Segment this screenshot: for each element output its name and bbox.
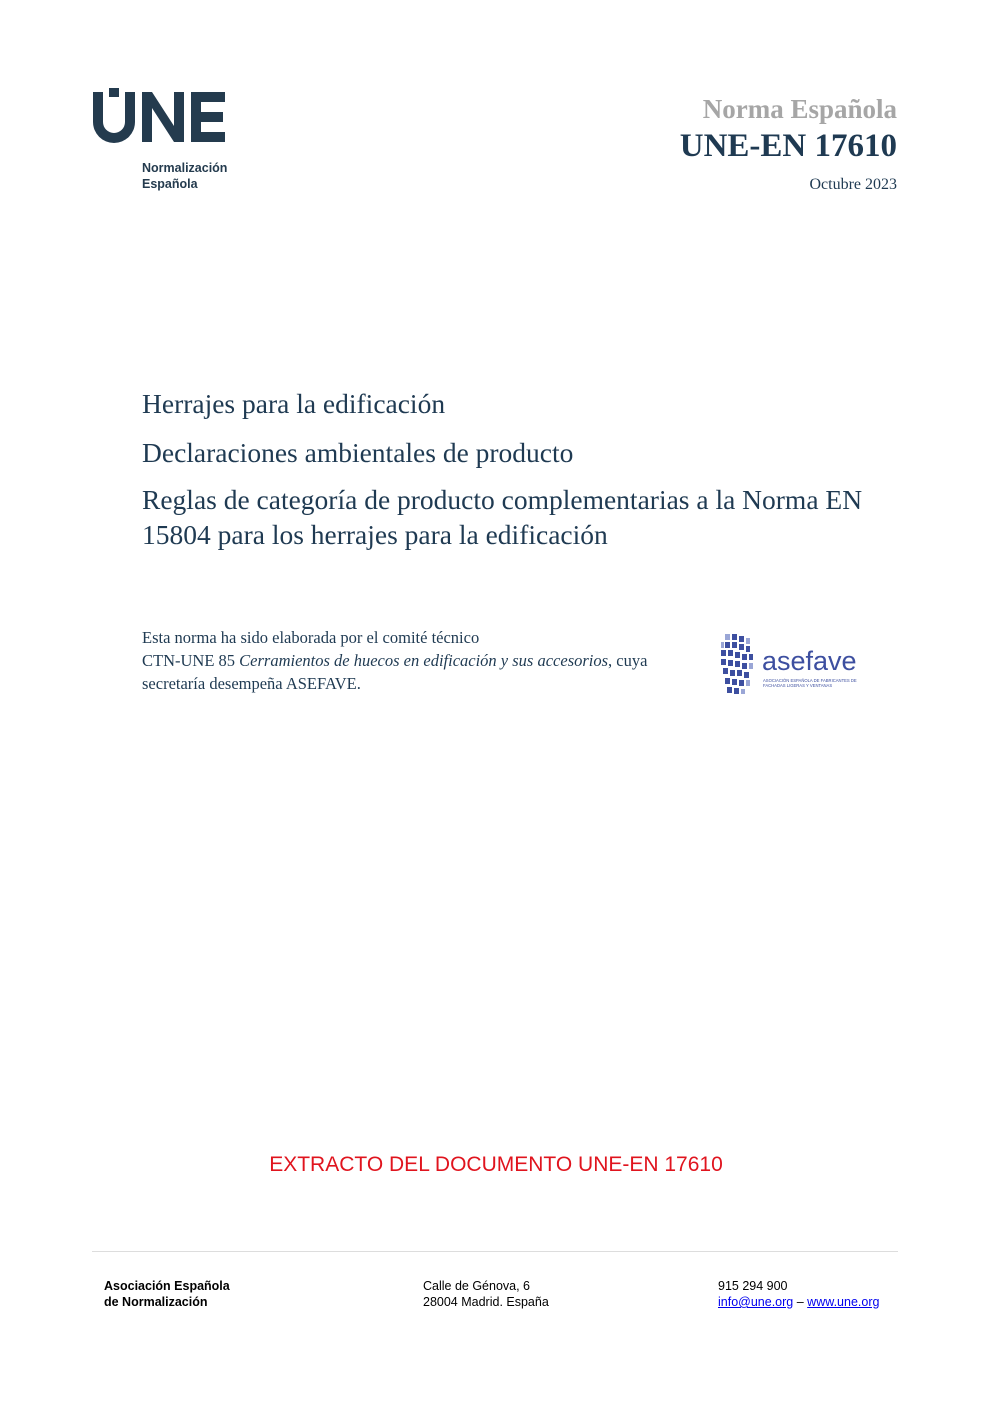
une-logo-mark — [92, 88, 242, 148]
extract-notice: EXTRACTO DEL DOCUMENTO UNE-EN 17610 — [269, 1153, 723, 1176]
asefave-logo — [718, 632, 868, 698]
footer-address-line-2: 28004 Madrid. España — [423, 1295, 549, 1309]
committee-secretariat: , cuya secretaría desempeña ASEFAVE. — [142, 651, 648, 693]
footer-phone: 915 294 900 — [718, 1279, 788, 1293]
asefave-tagline: ASOCIACIÓN ESPAÑOLA DE FABRICANTES DE FACHADAS LIGERAS Y VENTANAS — [763, 678, 857, 688]
website-link[interactable]: www.une.org — [807, 1295, 880, 1309]
email-link[interactable]: info@une.org — [718, 1295, 794, 1309]
asefave-name: asefave — [762, 646, 857, 676]
title-spanish-2: Declaraciones ambientales de producto — [142, 437, 574, 468]
norma-date: Octubre 2023 — [809, 176, 897, 193]
logo-line-1: Normalización — [142, 161, 228, 175]
committee-name: Cerramientos de huecos en edificación y sus accesorios — [239, 651, 609, 670]
footer-org-line-1: Asociación Española — [104, 1279, 230, 1293]
committee-intro: Esta norma ha sido elaborada por el comité técnico — [142, 628, 480, 647]
footer-address — [423, 1278, 549, 1310]
footer-separator: – — [796, 1295, 804, 1309]
norma-label: Norma Española — [702, 94, 897, 124]
logo-line-2: Española — [142, 177, 198, 191]
committee-code: CTN-UNE 85 — [142, 651, 236, 670]
norma-code: UNE-EN 17610 — [679, 128, 897, 164]
title-spanish-1: Herrajes para la edificación — [142, 388, 446, 419]
committee-statement — [142, 626, 662, 695]
footer-divider — [92, 1251, 898, 1252]
une-logo — [92, 88, 242, 198]
footer-contact — [718, 1278, 879, 1310]
footer-address-line-1: Calle de Génova, 6 — [423, 1279, 531, 1293]
title-spanish-3: Reglas de categoría de producto complementarias a la Norma EN 15804 para los herrajes para la edificación — [142, 484, 863, 550]
footer-org-line-2: de Normalización — [104, 1295, 208, 1309]
footer-organization — [104, 1278, 230, 1310]
